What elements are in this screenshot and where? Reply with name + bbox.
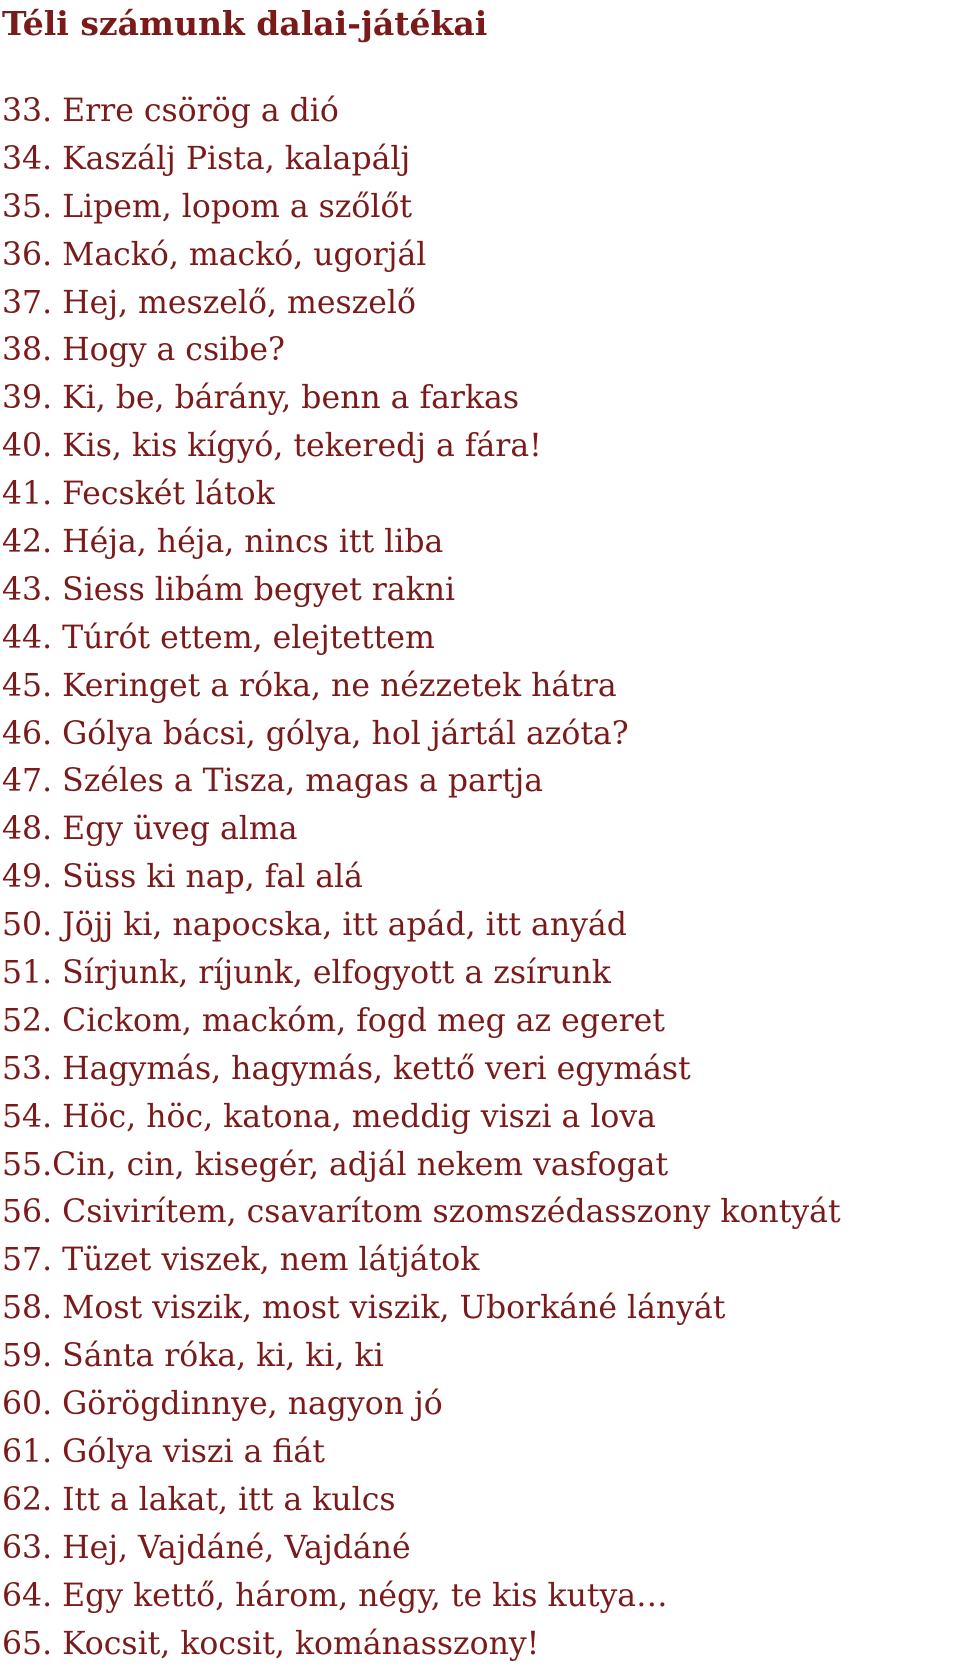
- list-item: 45. Keringet a róka, ne nézzetek hátra: [2, 667, 617, 704]
- list-item: 53. Hagymás, hagymás, kettő veri egymást: [2, 1050, 691, 1087]
- list-item: 42. Héja, héja, nincs itt liba: [2, 524, 444, 561]
- list-item: 34. Kaszálj Pista, kalapálj: [2, 140, 411, 177]
- list-item: 47. Széles a Tisza, magas a partja: [2, 763, 544, 800]
- list-item: 54. Höc, höc, katona, meddig viszi a lova: [2, 1098, 656, 1135]
- list-item: 49. Süss ki nap, fal alá: [2, 859, 363, 896]
- list-item: 65. Kocsit, kocsit, kománasszony!: [2, 1625, 540, 1662]
- list-item: 41. Fecskét látok: [2, 476, 275, 513]
- list-item: 43. Siess libám begyet rakni: [2, 571, 456, 608]
- list-item: 35. Lipem, lopom a szőlőt: [2, 188, 413, 225]
- list-item: 58. Most viszik, most viszik, Uborkáné lányát: [2, 1290, 726, 1327]
- list-item: 50. Jöjj ki, napocska, itt apád, itt anyád: [2, 907, 627, 944]
- list-item: 52. Cickom, mackóm, fogd meg az egeret: [2, 1002, 665, 1039]
- list-item: 60. Görögdinnye, nagyon jó: [2, 1386, 443, 1423]
- list-item: 63. Hej, Vajdáné, Vajdáné: [2, 1529, 411, 1566]
- list-item: 48. Egy üveg alma: [2, 811, 298, 848]
- list-item: 61. Gólya viszi a fiát: [2, 1433, 325, 1470]
- list-item: 56. Csivirítem, csavarítom szomszédasszony kontyát: [2, 1194, 841, 1231]
- list-item: 51. Sírjunk, ríjunk, elfogyott a zsírunk: [2, 955, 611, 992]
- list-item: 36. Mackó, mackó, ugorjál: [2, 236, 427, 273]
- list-item: 46. Gólya bácsi, gólya, hol jártál azóta?: [2, 715, 629, 752]
- list-item: 39. Ki, be, bárány, benn a farkas: [2, 380, 519, 417]
- list-item: 55.Cin, cin, kisegér, adjál nekem vasfogat: [2, 1146, 669, 1183]
- song-list: [2, 88, 841, 1668]
- document-title: Téli számunk dalai-játékai: [2, 4, 488, 43]
- list-item: 44. Túrót ettem, elejtettem: [2, 619, 435, 656]
- list-item: 57. Tüzet viszek, nem látjátok: [2, 1242, 480, 1279]
- list-item: 33. Erre csörög a dió: [2, 93, 339, 129]
- list-item: 40. Kis, kis kígyó, tekeredj a fára!: [2, 428, 542, 465]
- list-item: 38. Hogy a csibe?: [2, 332, 285, 369]
- list-item: 64. Egy kettő, három, négy, te kis kutya…: [2, 1577, 668, 1614]
- list-item: 59. Sánta róka, ki, ki, ki: [2, 1338, 384, 1375]
- list-item: 37. Hej, meszelő, meszelő: [2, 284, 416, 321]
- list-item: 62. Itt a lakat, itt a kulcs: [2, 1481, 396, 1518]
